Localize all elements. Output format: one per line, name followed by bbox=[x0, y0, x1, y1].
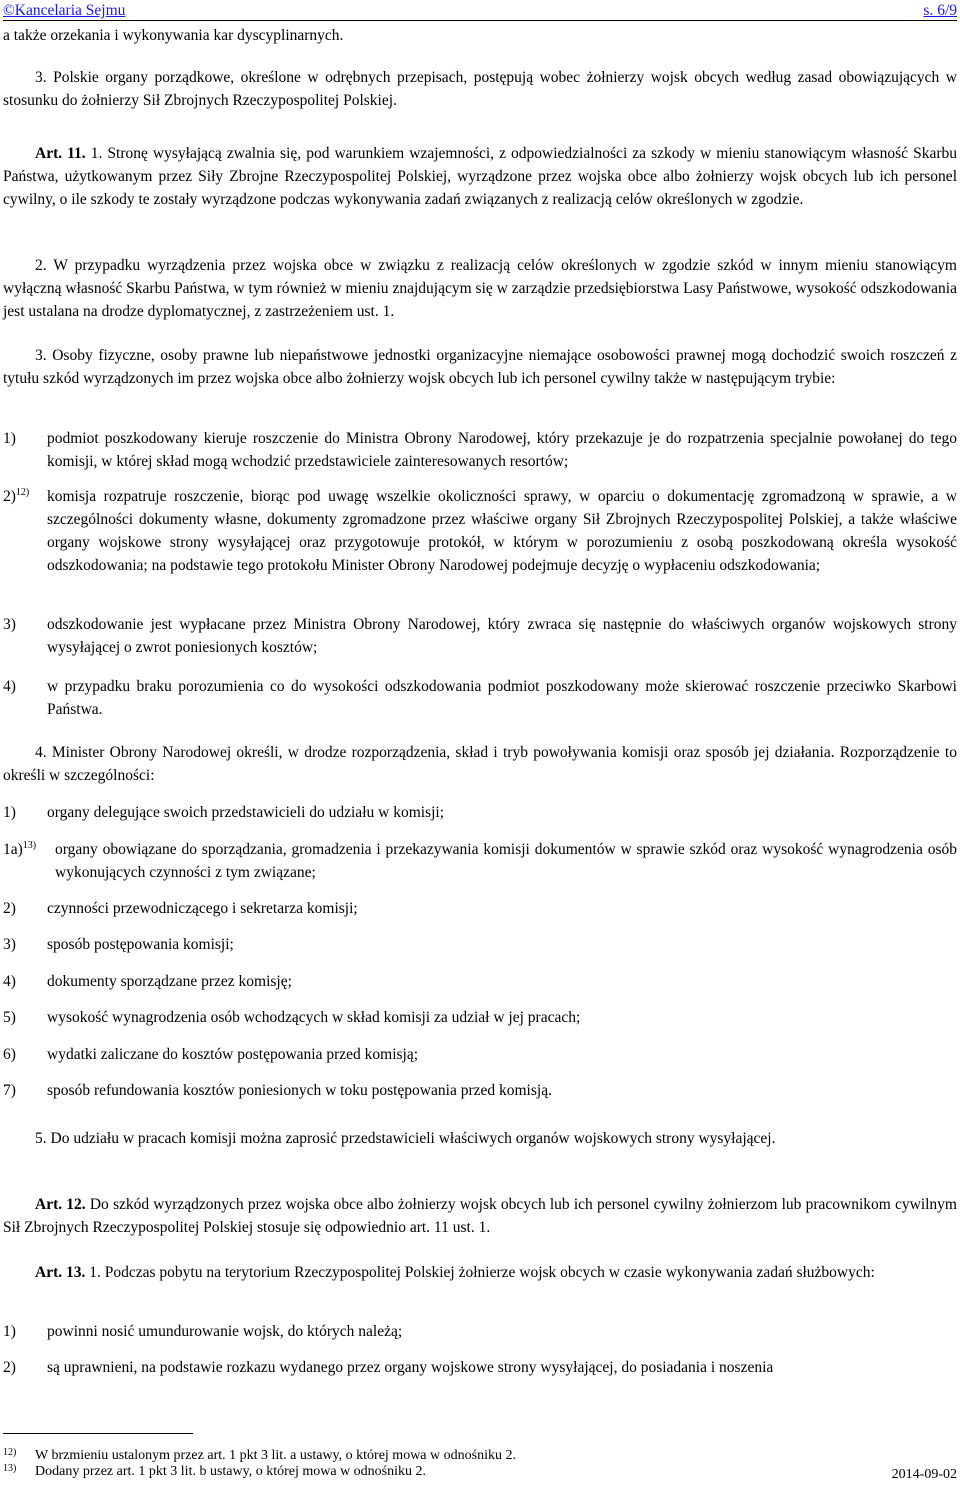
list-item bbox=[3, 675, 957, 721]
copyright-link[interactable]: ©Kancelaria Sejmu bbox=[3, 2, 126, 19]
art13-paragraph-1 bbox=[3, 1261, 957, 1284]
footnote-divider bbox=[3, 1433, 193, 1434]
list-item-text: są uprawnieni, na podstawie rozkazu wydanego przez organy wojskowe strony wysyłającej, do posiadania i noszenia bbox=[47, 1359, 774, 1376]
list-item-label: 2) bbox=[3, 1359, 16, 1376]
list-item bbox=[3, 1043, 957, 1066]
list-item-label: 6) bbox=[3, 1046, 16, 1063]
list-item bbox=[3, 838, 957, 884]
footnote-number: 12) bbox=[3, 1447, 17, 1458]
list-item-text: w przypadku braku porozumienia co do wysokości odszkodowania podmiot poszkodowany może skierować roszczenie przeciwko Skarbowi Państwa. bbox=[47, 678, 957, 718]
header-copyright bbox=[3, 2, 125, 20]
art11-paragraph-1 bbox=[3, 142, 957, 211]
art11-paragraph-3: 3. Osoby fizyczne, osoby prawne lub niepaństwowe jednostki organizacyjne niemające osobowości prawnej mogą dochodzić swoich roszczeń z tytułu szkód wyrządzonych im przez wojska obce albo żołnierzy wojsk obcych lub ich personel cywilny także w następującym trybie: bbox=[3, 347, 957, 387]
footnote bbox=[3, 1463, 957, 1481]
footnote-text: Dodany przez art. 1 pkt 3 lit. b ustawy, o której mowa w odnośniku 2. bbox=[35, 1464, 427, 1479]
list-item-text: komisja rozpatruje roszczenie, biorąc pod uwagę wszelkie okoliczności sprawy, w oparciu o dokumentację zgromadzoną w sprawie, a w szczególności dokumenty własne, dokumenty zgromadzone przez właściwe organy Sił Zbrojnych Rzeczypospolitej Polskiej, a także właściwe organy wojskowe strony wysyłającej oraz przygotowuje protokół, w którym w porozumieniu z osobą poszkodowaną określa wysokość odszkodowania; na podstawie tego protokołu Minister Obrony Narodowej podejmuje decyzję o wypłaceniu odszkodowania; bbox=[47, 488, 957, 574]
header-page-number bbox=[923, 2, 957, 20]
paragraph-p3: 3. Polskie organy porządkowe, określone w odrębnych przepisach, postępują wobec żołnierzy wojsk obcych według zasad obowiązujących w stosunku do żołnierzy Sił Zbrojnych Rzeczypospolitej Polskiej. bbox=[3, 69, 957, 109]
list-item-label: 7) bbox=[3, 1082, 16, 1099]
list-item-label: 1) bbox=[3, 804, 16, 821]
continuation-text: a także orzekania i wykonywania kar dyscyplinarnych. bbox=[3, 27, 344, 44]
list-item-label: 2) bbox=[3, 900, 16, 917]
list-item bbox=[3, 1356, 957, 1379]
list-item bbox=[3, 801, 957, 824]
header-divider bbox=[3, 20, 957, 21]
list-item-text: odszkodowanie jest wypłacane przez Ministra Obrony Narodowej, który zwraca się następnie do właściwych organów wojskowych strony wysyłającej o zwrot poniesionych kosztów; bbox=[47, 616, 957, 656]
list-item-text: organy obowiązane do sporządzania, gromadzenia i przekazywania komisji dokumentów w sprawie szkód oraz wysokość wynagrodzenia osób wykonujących czynności z tym związane; bbox=[55, 841, 957, 881]
art11-label: Art. 11. bbox=[35, 145, 86, 162]
page-number-link[interactable]: s. 6/9 bbox=[923, 2, 957, 19]
list-item-label: 3) bbox=[3, 616, 16, 633]
list-item bbox=[3, 897, 957, 920]
footnote-ref[interactable]: 12) bbox=[15, 487, 30, 498]
list-item bbox=[3, 1006, 957, 1029]
list-item-text: powinni nosić umundurowanie wojsk, do których należą; bbox=[47, 1323, 403, 1340]
list-item bbox=[3, 970, 957, 993]
list-item bbox=[3, 933, 957, 956]
list-item-text: sposób refundowania kosztów poniesionych w toku postępowania przed komisją. bbox=[47, 1082, 552, 1099]
list-item-label: 1) bbox=[3, 430, 16, 447]
list-item-label: 4) bbox=[3, 973, 16, 990]
list-item-text: wysokość wynagrodzenia osób wchodzących w skład komisji za udział w jej pracach; bbox=[47, 1009, 581, 1026]
footnote-text: W brzmieniu ustalonym przez art. 1 pkt 3 lit. a ustawy, o której mowa w odnośniku 2. bbox=[35, 1448, 516, 1463]
list-item-text: dokumenty sporządzane przez komisję; bbox=[47, 973, 292, 990]
art11-paragraph-5: 5. Do udziału w pracach komisji można zaprosić przedstawicieli właściwych organów wojskowych strony wysyłającej. bbox=[35, 1130, 776, 1147]
art11-paragraph-2: 2. W przypadku wyrządzenia przez wojska obce w związku z realizacją celów określonych w zgodzie szkód w innym mieniu stanowiącym wyłączną własność Skarbu Państwa, w tym również w mieniu znajdującym się w zarządzie przedsiębiorstwa Lasy Państwowe, wysokość odszkodowania jest ustalana na drodze dyplomatycznej, z zastrzeżeniem ust. 1. bbox=[3, 257, 957, 320]
art11-paragraph-4: 4. Minister Obrony Narodowej określi, w drodze rozporządzenia, skład i tryb powoływania komisji oraz sposób jej działania. Rozporządzenie to określi w szczególności: bbox=[3, 744, 957, 784]
art12-paragraph bbox=[3, 1193, 957, 1239]
list-item-text: czynności przewodniczącego i sekretarza komisji; bbox=[47, 900, 358, 917]
list-item bbox=[3, 613, 957, 659]
art12-text: Do szkód wyrządzonych przez wojska obce albo żołnierzy wojsk obcych lub ich personel cywilny żołnierzom lub pracownikom cywilnym Sił Zbrojnych Rzeczypospolitej Polskiej stosuje się odpowiednio art. 11 ust. 1. bbox=[3, 1196, 957, 1236]
list-item-text: organy delegujące swoich przedstawicieli do udziału w komisji; bbox=[47, 804, 445, 821]
list-item bbox=[3, 427, 957, 473]
art12-label: Art. 12. bbox=[35, 1196, 86, 1213]
list-item bbox=[3, 1320, 957, 1343]
art13-text: 1. Podczas pobytu na terytorium Rzeczypospolitej Polskiej żołnierze wojsk obcych w czasie wykonywania zadań służbowych: bbox=[89, 1264, 875, 1281]
footnote-number: 13) bbox=[3, 1463, 17, 1474]
list-item-label: 2)$^{12)}$ bbox=[3, 487, 30, 505]
list-item bbox=[3, 485, 957, 577]
list-item-label: 1) bbox=[3, 1323, 16, 1340]
list-item-label: 1a)$^{13)}$ bbox=[3, 840, 37, 858]
footnote-ref[interactable]: 13) bbox=[22, 840, 37, 851]
list-item-text: wydatki zaliczane do kosztów postępowania przed komisją; bbox=[47, 1046, 419, 1063]
list-item-label: 5) bbox=[3, 1009, 16, 1026]
document-date: 2014-09-02 bbox=[891, 1467, 957, 1482]
list-item-text: podmiot poszkodowany kieruje roszczenie do Ministra Obrony Narodowej, który przekazuje je do rozpatrzenia specjalnie powołanej do tego komisji, w której skład mogą wchodzić przedstawiciele zainteresowanych resortów; bbox=[47, 430, 957, 470]
list-item-label: 3) bbox=[3, 936, 16, 953]
list-item-text: sposób postępowania komisji; bbox=[47, 936, 234, 953]
art13-label: Art. 13. bbox=[35, 1264, 86, 1281]
list-item-label: 4) bbox=[3, 678, 16, 695]
art11-p1-text: 1. Stronę wysyłającą zwalnia się, pod warunkiem wzajemności, z odpowiedzialności za szkody w mieniu stanowiącym własność Skarbu Państwa, użytkowanym przez Siły Zbrojne Rzeczypospolitej Polskiej, wyrządzone przez wojska obce albo żołnierzy wojsk obcych lub ich personel cywilny, o ile szkody te zostały wyrządzone podczas wykonywania zadań związanych z realizacją celów określonych w zgodzie. bbox=[3, 145, 957, 208]
list-item bbox=[3, 1079, 957, 1102]
